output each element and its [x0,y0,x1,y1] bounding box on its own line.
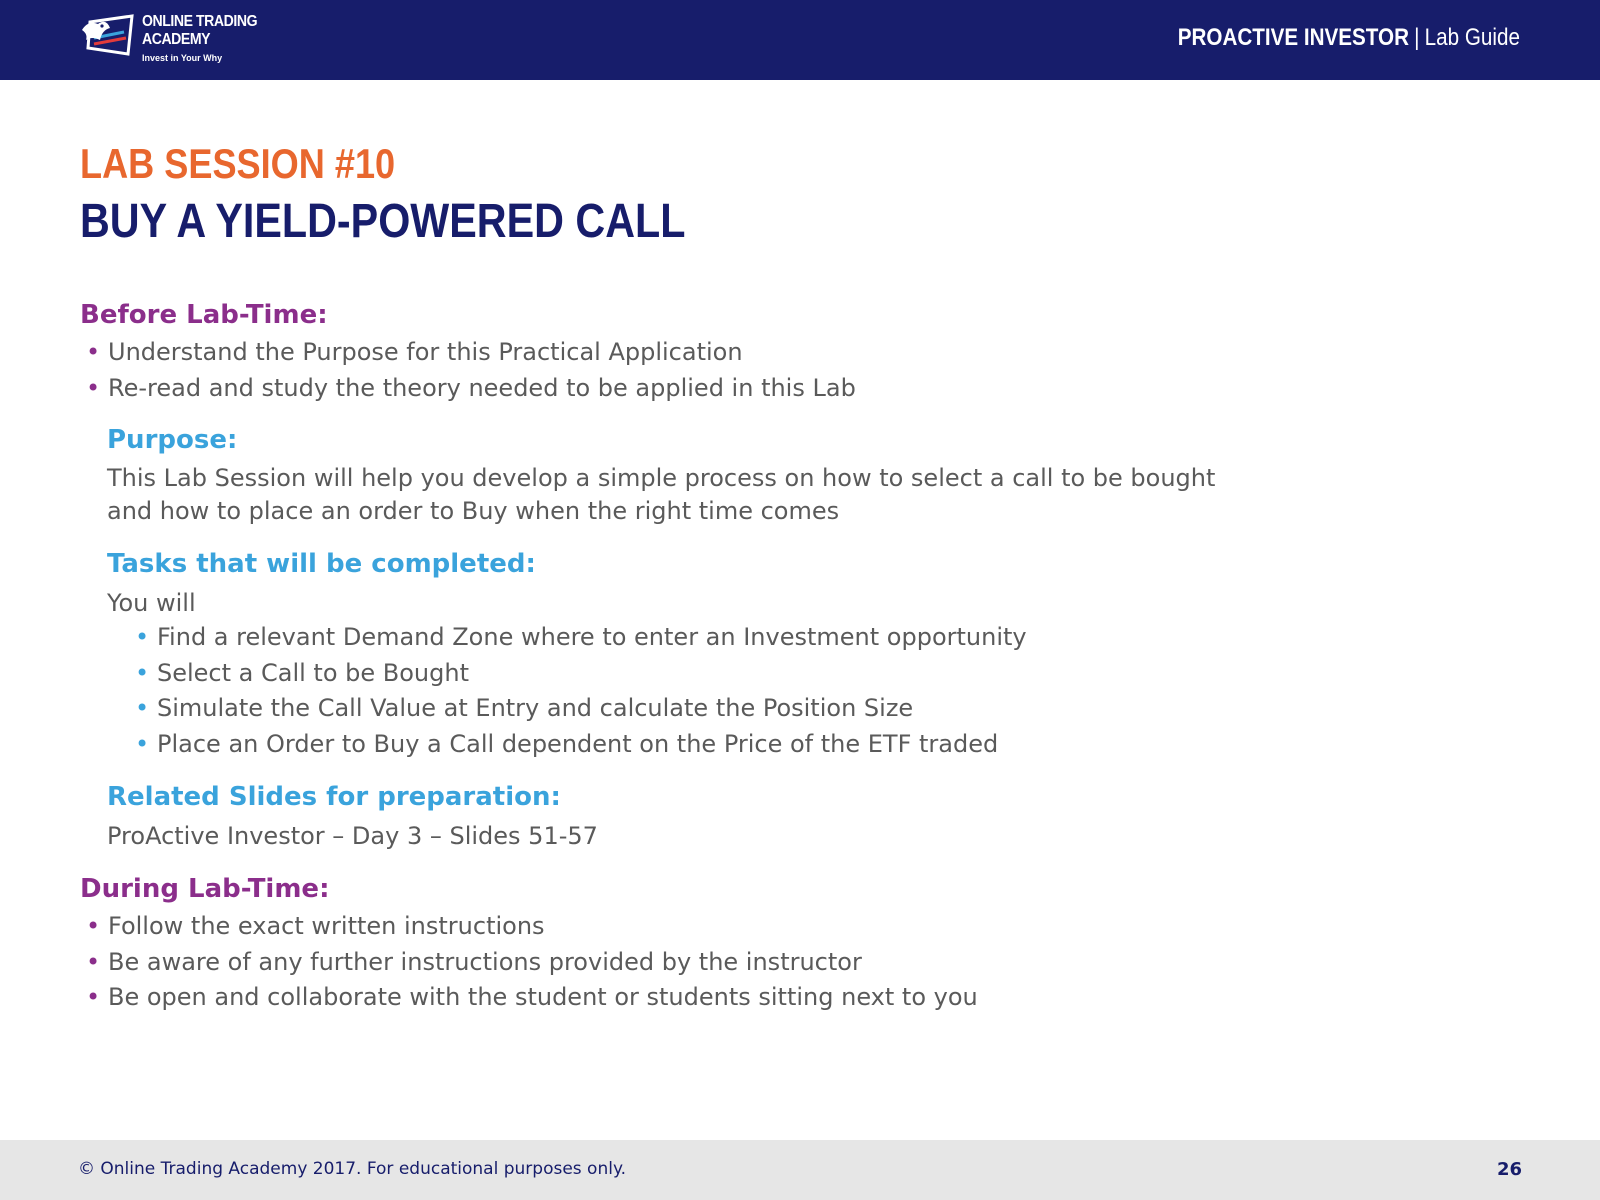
related-slides-heading: Related Slides for preparation: [107,782,561,812]
page-title: BUY A YIELD-POWERED CALL [80,195,686,248]
list-item: • Select a Call to be Bought [129,656,1480,692]
logo-tagline: Invest in Your Why [142,53,223,63]
copyright-notice: © Online Trading Academy 2017. For educational purposes only. [78,1159,626,1179]
eagle-flag-logo-icon [80,14,136,58]
session-label: LAB SESSION #10 [80,140,396,187]
related-slides-text: ProActive Investor – Day 3 – Slides 51-57 [107,822,598,850]
list-item: • Understand the Purpose for this Practical Application [80,335,1480,371]
purpose-line-2: and how to place an order to Buy when the right time comes [107,497,840,525]
bullet-icon: • [135,729,150,758]
academy-logo [80,12,258,68]
logo-line-1: ONLINE TRADING [142,13,258,30]
logo-line-2: ACADEMY [142,31,211,48]
page-content [80,140,1480,1016]
purpose-line-1: This Lab Session will help you develop a simple process on how to select a call to be bought [107,464,1216,492]
bullet-icon: • [86,338,101,366]
during-lab-heading: During Lab-Time: [80,874,330,904]
during-lab-list [80,909,1480,1016]
list-item: • Re-read and study the theory needed to be applied in this Lab [80,371,1480,407]
tasks-heading: Tasks that will be completed: [107,549,536,579]
list-item: • Find a relevant Demand Zone where to enter an Investment opportunity [129,620,1480,656]
before-lab-details [107,423,1480,853]
footer-bar [0,1140,1600,1200]
logo-wordmark [142,14,273,63]
bullet-icon: • [86,373,101,402]
before-lab-heading: Before Lab-Time: [80,300,328,330]
header-bar [0,0,1600,80]
header-course-title [1178,26,1520,50]
bullet-icon: • [135,623,150,651]
before-lab-list [80,335,1480,406]
list-item: • Simulate the Call Value at Entry and calculate the Position Size [129,691,1480,727]
list-item: • Be open and collaborate with the student or students sitting next to you [80,980,1480,1016]
bullet-icon: • [86,912,101,940]
bullet-icon: • [86,947,101,976]
list-item: • Place an Order to Buy a Call dependent on the Price of the ETF traded [129,727,1480,763]
course-name: PROACTIVE INVESTOR [1177,24,1410,51]
page-number: 26 [1496,1159,1522,1180]
list-item: • Be aware of any further instructions provided by the instructor [80,945,1480,981]
tasks-list [129,620,1480,762]
bullet-icon: • [135,658,150,687]
bullet-icon: • [86,983,101,1011]
list-item: • Follow the exact written instructions [80,909,1480,945]
bullet-icon: • [135,694,150,722]
purpose-heading: Purpose: [107,425,238,455]
guide-name: Lab Guide [1424,24,1520,51]
tasks-intro: You will [107,589,196,617]
purpose-text [107,462,1480,528]
title-separator: | [1414,24,1420,51]
